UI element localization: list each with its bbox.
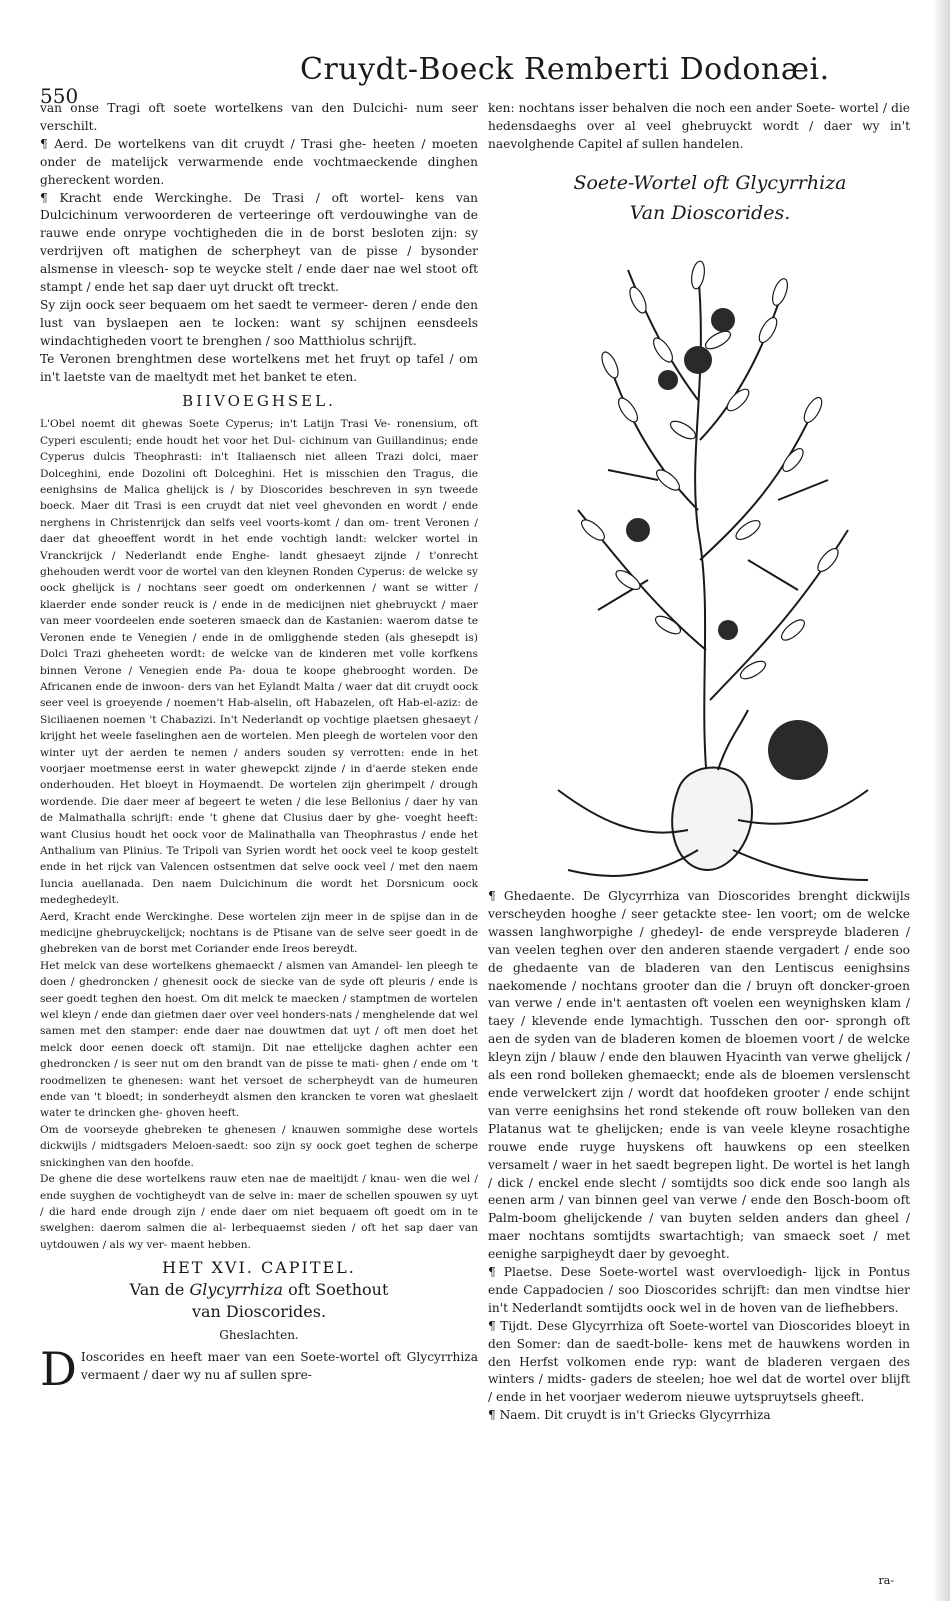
licorice-plant-illustration: [548, 230, 893, 890]
paragraph: Aerd, Kracht ende Werckinghe. Dese wortelen zijn meer in de spijse dan in de medicijne ghebruyckelijck; nochtans is de Ptisane van de selve seer goedt in de ghebreken van de borst met Coriander ende Ireos bereydt.: [40, 910, 478, 956]
running-head: Cruydt-Boeck Remberti Dodonæi.: [300, 52, 830, 87]
woodcut-illustration: [548, 230, 893, 890]
opening-text: Ioscorides en heeft maer van een Soete-wortel oft Glycyrrhiza vermaent / daer wy nu af sullen spre-: [80, 1349, 478, 1382]
drop-cap: D: [40, 1341, 77, 1396]
paragraph: ¶ Ghedaente. De Glycyrrhiza van Dioscorides brenght dickwijls verscheyden hooghe / seer getackte stee- len voort; om de welcke wassen langhworpighe / ghedeyl- de ende verspreyde bladeren / van veelen teghen over den anderen staende vergadert / ende soo de ghedaente van de bladeren van den Lentiscus eenighsins naekomende / nochtans grooter dan die / bruyn oft doncker-groen van verwe / ende in't aentasten oft voelen een weynighsken klam / taey / klevende ende lymachtigh. Tusschen den oor- sprongh oft aen de syden van de bladeren komen de bloemen voort / de welcke kleyn zijn / blauw / ende den blauwen Hyacinth van verwe ghelijck / als een rond bolleken ghemaeckt; ende als de bloemen verslenscht ende verwelckert zijn / wordt dat hoofdeken grooter / ende schijnt van verre eenighsins het rond stekende oft rouw bolleken van den Platanus wat te ghelijcken; ende is van veele kleyne rosachtighe rouwe ende ruyge huyskens oft hauwkens op een steelken versamelt / waer in het saedt begrepen light. De wortel is het langh / dick / enckel ende slecht / somtijdts soo dick ende soo langh als eenen arm / van binnen geel van verwe / ende den Bosch-boom oft Palm-boom ghelijckende / van buyten selden anders dan gheel / maer nochtans somtijdts swartachtigh; van smaeck soet / met eenighe sarpigheydt daer by gevoeght.: [488, 889, 910, 1262]
figure-title: [520, 168, 900, 228]
chapter-title-part: oft Soethout: [288, 1280, 389, 1300]
paragraph: Te Veronen brenghtmen dese wortelkens met het fruyt op tafel / om in't laetste van de maeltydt met het banket te eten.: [40, 351, 478, 384]
chapter-title: [40, 1279, 478, 1301]
paragraph: ken: nochtans isser behalven die noch een ander Soete- wortel / die hedensdaeghs over al veel ghebruyckt wordt / daer wy in't naevolghende Capitel af sullen handelen.: [488, 101, 910, 151]
paragraph: Het melck van dese wortelkens ghemaeckt / alsmen van Amandel- len pleegh te doen / ghedroncken / ghenesit oock de siecke van de syde oft pleuris / ende is seer goedt teghen den hoest. Om dit melck te maecken / stamptmen de wortelen wel kleyn / ende dan gietmen daer over veel honders-nats / menghelende dat wel samen met den stamper: ende daer nae douwtmen dat uyt / oft men doet het melck door eenen doeck oft stamijn. Dit nae ettelijcke daghen achter een ghedroncken / is seer nut om den brandt van de pisse te mati- ghen / ende om 't roodmelizen te ghenesen: want het versoet de scherpheydt van de humeuren ende van 't bloedt; in sonderheydt alsmen den krancken te voren wat gheslaelt water te drincken ghe- ghoven heeft.: [40, 959, 478, 1120]
opening-paragraph: [40, 1341, 478, 1396]
left-column: [40, 100, 478, 1396]
subheading: Gheslachten.: [219, 1328, 299, 1343]
chapter-title-line: van Dioscorides.: [191, 1302, 327, 1322]
page-number: 550: [40, 84, 79, 108]
paragraph: De ghene die dese wortelkens rauw eten nae de maeltijdt / knau- wen die wel / ende suyghen de vochtigheydt van de selve in: maer de schellen spouwen sy uyt / die hard ende drough zijn / ende daer om niet bequaem oft goedt om in te swelghen: daerom salmen die al- lerbequaemst sieden / oft het sap daer van uytdouwen / als wy ver- maent hebben.: [40, 1173, 478, 1251]
right-column-top: [488, 100, 910, 154]
figure-title-line: Soete-Wortel oft Glycyrrhiza: [573, 172, 847, 194]
paragraph: ¶ Plaetse. Dese Soete-wortel wast overvloedigh- lijck in Pontus ende Cappadocien / soo Dioscorides schrijft: dan men vindtse hier in't Nederlandt somtijdts oock wel in de hoven van de liefhebbers.: [488, 1265, 910, 1315]
chapter-heading: HET XVI. CAPITEL.: [162, 1258, 356, 1278]
paragraph: L'Obel noemt dit ghewas Soete Cyperus; in't Latijn Trasi Ve- ronensium, oft Cyperi esculenti; ende houdt het voor het Dul- cichinum van Guillandinus; ende Cyperus dulcis Theophrasti: in't Italiaensch niet alleen Trazi dolci, maer Dolceghini, ende Dozolini oft Dolceghini. Het is misschien den Tragus, die eenighsins de Malica ghelijck is / by Dioscorides beschreven in syn tweede boeck. Maer dit Trasi is een cruydt dat niet veel ghevonden en wordt / ende nerghens in Christenrijck dan selfs veel voorts-komt / dan om- trent Veronen / daer dat gheoeffent wordt in het ende vochtigh landt: welcker wortel in Vranckrijck / Nederlandt ende Enghe- landt ghesaeyt zijnde / t'onrecht ghehouden werdt voor de wortel van den kleynen Ronden Cyperus: de welcke sy oock ghelijck is / nochtans seer goedt om onderkennen / want se witter / klaerder ende sonder reuck is / ende in de medicijnen niet ghebruyckt / maer van meer voordeelen ende soeteren smaeck dan de Kastanien: waerom datse te Veronen ende te Venegien / ende in de omligghende steden (als ghesepdt is) Dolci Trazi gheheeten wordt: de welcke van de kinderen met volle korfkens binnen Verone / Venegien ende Pa- doua te koope ghebrooght worden. De Africanen ende de inwoon- ders van het Eylandt Malta / waer dat dit cruydt oock seer veel is groeyende / noemen't Hab-alselin, oft Habazelen, oft Hab-el-aziz: de Siciliaenen noemen 't Chabazizi. In't Nederlandt op vochtige plaetsen ghesaeyt / krijght het weele faselinghen aen de wortelen. Men pleegh de wortelen voor den winter uyt der aerden te nemen / anders souden sy verrotten: ende in het voorjaer moetmense eerst in water ghewepckt zijnde / in d'aerde steken ende onderhouden. Het bloeyt in Hoymaendt. De wortelen zijn gherimpelt / drough wordende. Die daer meer af begeert te weten / die lese Bellonius / daer hy van de Malmathalla schrijft: ende 't ghene dat Clusius daer by ghe- voeght heeft: want Clusius houdt het oock voor de Malinathalla van Theophrastus / ende het Anthalium van Plinius. Te Tripoli van Syrien wordt het oock veel te koop gestelt ende in het rijck van Valencen ostsentmen dat selve oock veel / met den naem Iuncia auellanada. Den naem Dulcichinum die wordt het Dorsnicum oock medeghedeylt.: [40, 418, 478, 907]
page-edge: [932, 0, 950, 1601]
figure-title-line: Van Dioscorides.: [629, 202, 791, 224]
paragraph: van onse Tragi oft soete wortelkens van den Dulcichi- num seer verschilt.: [40, 101, 478, 133]
chapter-title-italic: Glycyrrhiza: [189, 1280, 284, 1300]
paragraph: ¶ Aerd. De wortelkens van dit cruydt / Trasi ghe- heeten / moeten onder de matelijck verwarmende ende vochtmaeckende dinghen ghereckent worden.: [40, 136, 478, 187]
chapter-title-part: Van de: [129, 1280, 185, 1300]
paragraph: ¶ Naem. Dit cruydt is in't Griecks Glycyrrhiza: [488, 1408, 771, 1423]
paragraph: Sy zijn oock seer bequaem om het saedt te vermeer- deren / ende den lust van byslaepen aen te locken: want sy schijnen eensdeels windachtigheden voort te brenghen / soo Matthiolus schrijft.: [40, 297, 478, 348]
paragraph: ¶ Tijdt. Dese Glycyrrhiza oft Soete-wortel van Dioscorides bloeyt in den Somer: dan de saedt-bolle- kens met de hauwkens worden in den Herfst volkomen ende ryp: want de bladeren vergaen des winters / midts- gaders de steelen; hoe wel dat de wortel over blijft / ende in het voorjaer wederom nieuwe uytspruytsels gheeft.: [488, 1318, 910, 1405]
catchword: ra-: [878, 1574, 894, 1587]
section-heading: BIIVOEGHSEL.: [182, 391, 336, 410]
paragraph: Om de voorseyde ghebreken te ghenesen / knauwen sommighe dese wortels dickwijls / midtsgaders Meloen-saedt: soo zijn sy oock goet teghen de scherpe snickinghen van den hoofde.: [40, 1123, 478, 1169]
right-column-bottom: [488, 888, 910, 1425]
paragraph: ¶ Kracht ende Werckinghe. De Trasi / oft wortel- kens van Dulcichinum verwoorderen de verteeringe oft verdouwinghe van de rauwe ende onrype vochtigheden die in de borst besloten zijn: sy verdrijven oft matighen de scherpheyt van de pisse / bysonder alsmense in vleesch- sop te weycke stelt / ende daer nae wel stoot oft stampt / ende het sap daer uyt druckt oft treckt.: [40, 190, 478, 295]
